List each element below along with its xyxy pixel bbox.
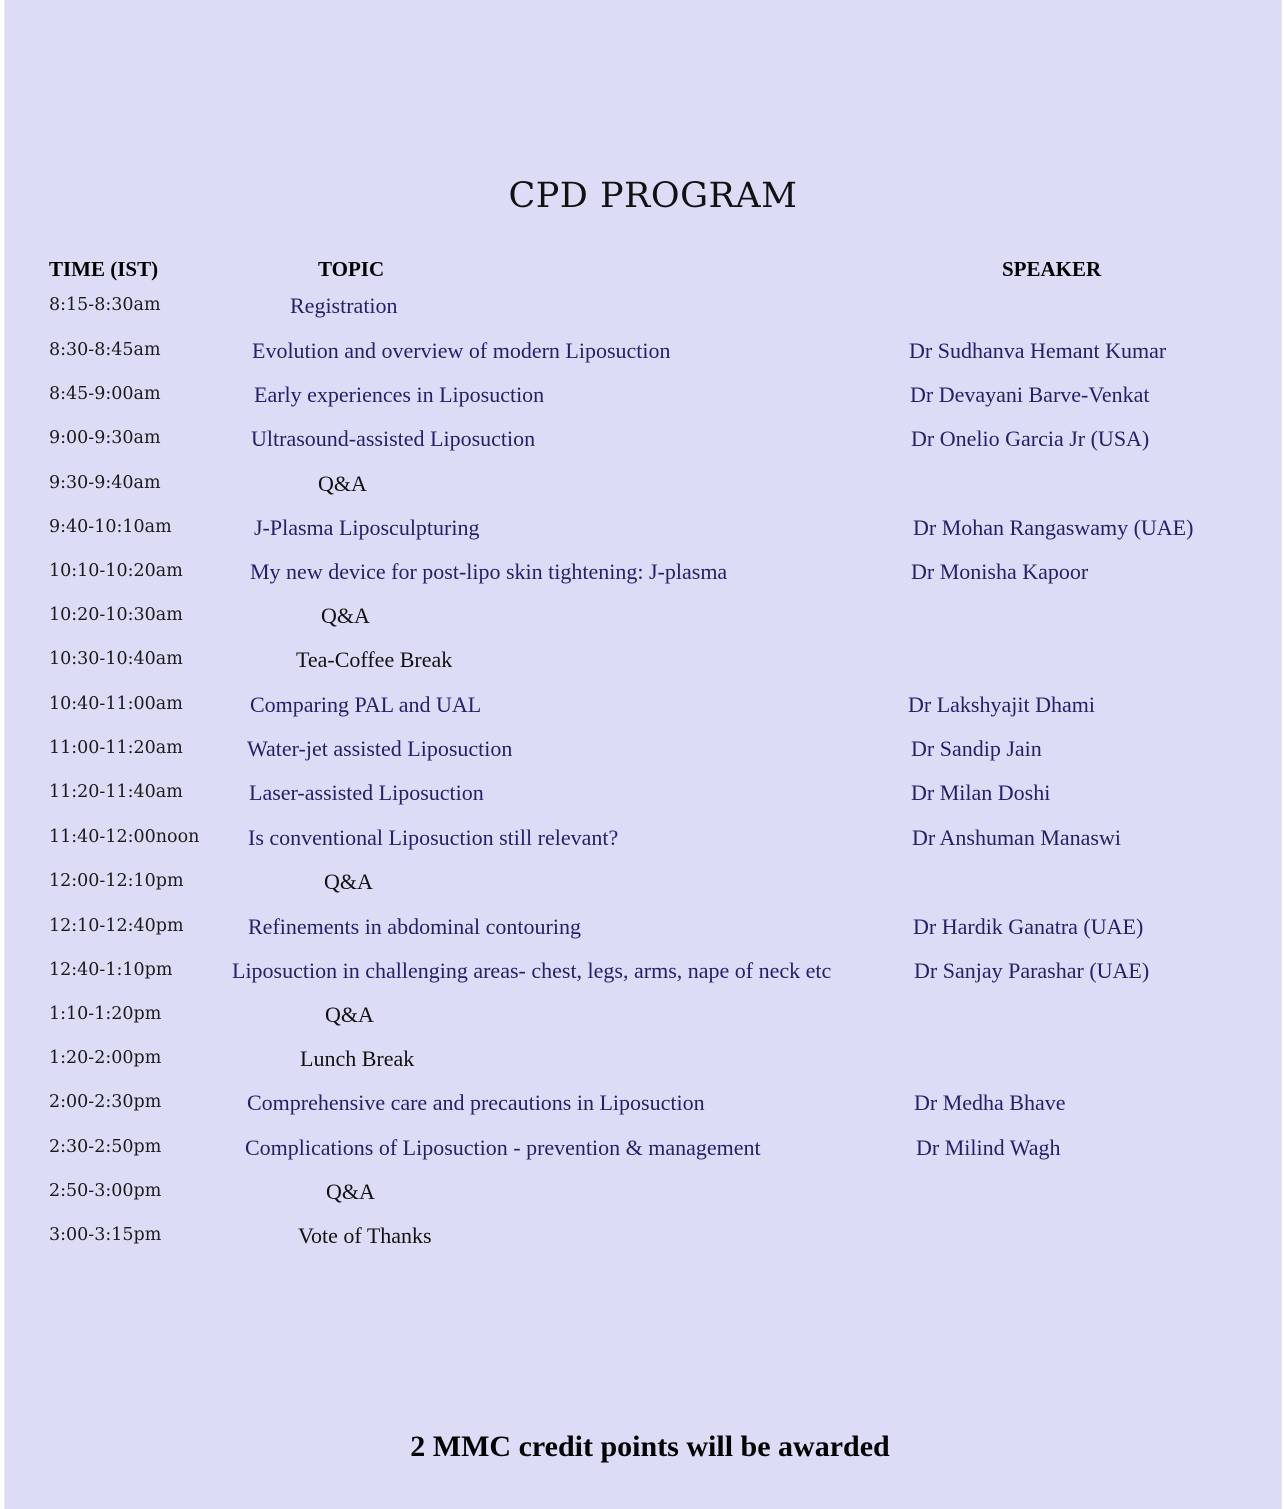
- row-time: 10:20-10:30am: [49, 605, 183, 625]
- row-speaker: Dr Sudhanva Hemant Kumar: [909, 338, 1167, 363]
- row-speaker: Dr Sanjay Parashar (UAE): [914, 958, 1150, 983]
- program-row: [5, 1181, 1281, 1211]
- program-row: [5, 384, 1281, 414]
- row-time: 8:30-8:45am: [49, 340, 161, 360]
- program-row: [5, 605, 1281, 635]
- row-speaker: Dr Lakshyajit Dhami: [908, 692, 1095, 717]
- row-topic: Registration: [290, 293, 398, 318]
- row-time: 9:40-10:10am: [49, 517, 172, 537]
- row-topic: Q&A: [324, 869, 373, 894]
- row-time: 11:20-11:40am: [49, 782, 183, 802]
- program-row: [5, 1092, 1281, 1122]
- program-row: [5, 649, 1281, 679]
- program-row: [5, 782, 1281, 812]
- row-time: 9:30-9:40am: [49, 473, 161, 493]
- header-speaker: SPEAKER: [1002, 257, 1102, 281]
- row-topic: My new device for post-lipo skin tightening: J-plasma: [250, 559, 728, 584]
- program-row: [5, 561, 1281, 591]
- program-row: [5, 340, 1281, 370]
- row-speaker: Dr Mohan Rangaswamy (UAE): [913, 515, 1194, 540]
- program-row: [5, 1048, 1281, 1078]
- row-time: 2:30-2:50pm: [49, 1137, 162, 1157]
- header-topic: TOPIC: [318, 257, 385, 281]
- row-topic: Refinements in abdominal contouring: [248, 914, 581, 939]
- row-speaker: Dr Milind Wagh: [916, 1135, 1061, 1160]
- row-time: 8:15-8:30am: [49, 295, 161, 315]
- row-topic: Laser-assisted Liposuction: [249, 780, 484, 805]
- credit-points-note: 2 MMC credit points will be awarded: [410, 1430, 890, 1463]
- row-speaker: Dr Hardik Ganatra (UAE): [913, 914, 1144, 939]
- page-title: CPD PROGRAM: [508, 176, 798, 216]
- row-topic: Vote of Thanks: [298, 1223, 432, 1248]
- row-speaker: Dr Sandip Jain: [911, 736, 1042, 761]
- row-time: 9:00-9:30am: [49, 428, 161, 448]
- row-speaker: Dr Onelio Garcia Jr (USA): [911, 426, 1150, 451]
- row-time: 2:00-2:30pm: [49, 1092, 162, 1112]
- row-time: 2:50-3:00pm: [49, 1181, 162, 1201]
- row-time: 1:20-2:00pm: [49, 1048, 162, 1068]
- program-row: [5, 916, 1281, 946]
- row-speaker: Dr Medha Bhave: [914, 1090, 1066, 1115]
- row-time: 12:00-12:10pm: [49, 871, 184, 891]
- row-topic: Is conventional Liposuction still relevant?: [248, 825, 619, 850]
- row-topic: Q&A: [325, 1002, 374, 1027]
- program-row: [5, 738, 1281, 768]
- row-time: 3:00-3:15pm: [49, 1225, 162, 1245]
- program-row: [5, 827, 1281, 857]
- program-row: [5, 517, 1281, 547]
- row-speaker: Dr Devayani Barve-Venkat: [910, 382, 1150, 407]
- program-row: [5, 428, 1281, 458]
- row-topic: Evolution and overview of modern Liposuction: [252, 338, 671, 363]
- program-row: [5, 871, 1281, 901]
- program-row: [5, 960, 1281, 990]
- row-topic: Tea-Coffee Break: [296, 647, 453, 672]
- row-speaker: Dr Monisha Kapoor: [911, 559, 1089, 584]
- row-time: 11:00-11:20am: [49, 738, 183, 758]
- row-time: 12:10-12:40pm: [49, 916, 184, 936]
- row-topic: Early experiences in Liposuction: [254, 382, 545, 407]
- row-topic: Ultrasound-assisted Liposuction: [251, 426, 536, 451]
- program-row: [5, 1004, 1281, 1034]
- row-topic: Comprehensive care and precautions in Liposuction: [247, 1090, 705, 1115]
- program-row: [5, 1137, 1281, 1167]
- program-row: [5, 1225, 1281, 1255]
- program-row: [5, 694, 1281, 724]
- row-topic: Water-jet assisted Liposuction: [247, 736, 513, 761]
- row-topic: Q&A: [321, 603, 370, 628]
- program-row: [5, 295, 1281, 325]
- row-time: 10:40-11:00am: [49, 694, 183, 714]
- row-topic: Q&A: [326, 1179, 375, 1204]
- program-row: [5, 473, 1281, 503]
- row-speaker: Dr Anshuman Manaswi: [912, 825, 1121, 850]
- row-topic: Lunch Break: [300, 1046, 415, 1071]
- row-topic: Liposuction in challenging areas- chest, legs, arms, nape of neck etc: [232, 958, 832, 983]
- row-time: 10:30-10:40am: [49, 649, 183, 669]
- row-topic: J-Plasma Liposculpturing: [254, 515, 480, 540]
- header-time: TIME (IST): [49, 257, 159, 281]
- row-time: 8:45-9:00am: [49, 384, 161, 404]
- row-topic: Complications of Liposuction - prevention & management: [245, 1135, 761, 1160]
- row-time: 10:10-10:20am: [49, 561, 183, 581]
- row-topic: Q&A: [318, 471, 367, 496]
- row-time: 12:40-1:10pm: [49, 960, 173, 980]
- row-time: 1:10-1:20pm: [49, 1004, 162, 1024]
- program-page: [4, 0, 1282, 1509]
- row-speaker: Dr Milan Doshi: [911, 780, 1051, 805]
- row-topic: Comparing PAL and UAL: [250, 692, 482, 717]
- row-time: 11:40-12:00noon: [49, 827, 200, 847]
